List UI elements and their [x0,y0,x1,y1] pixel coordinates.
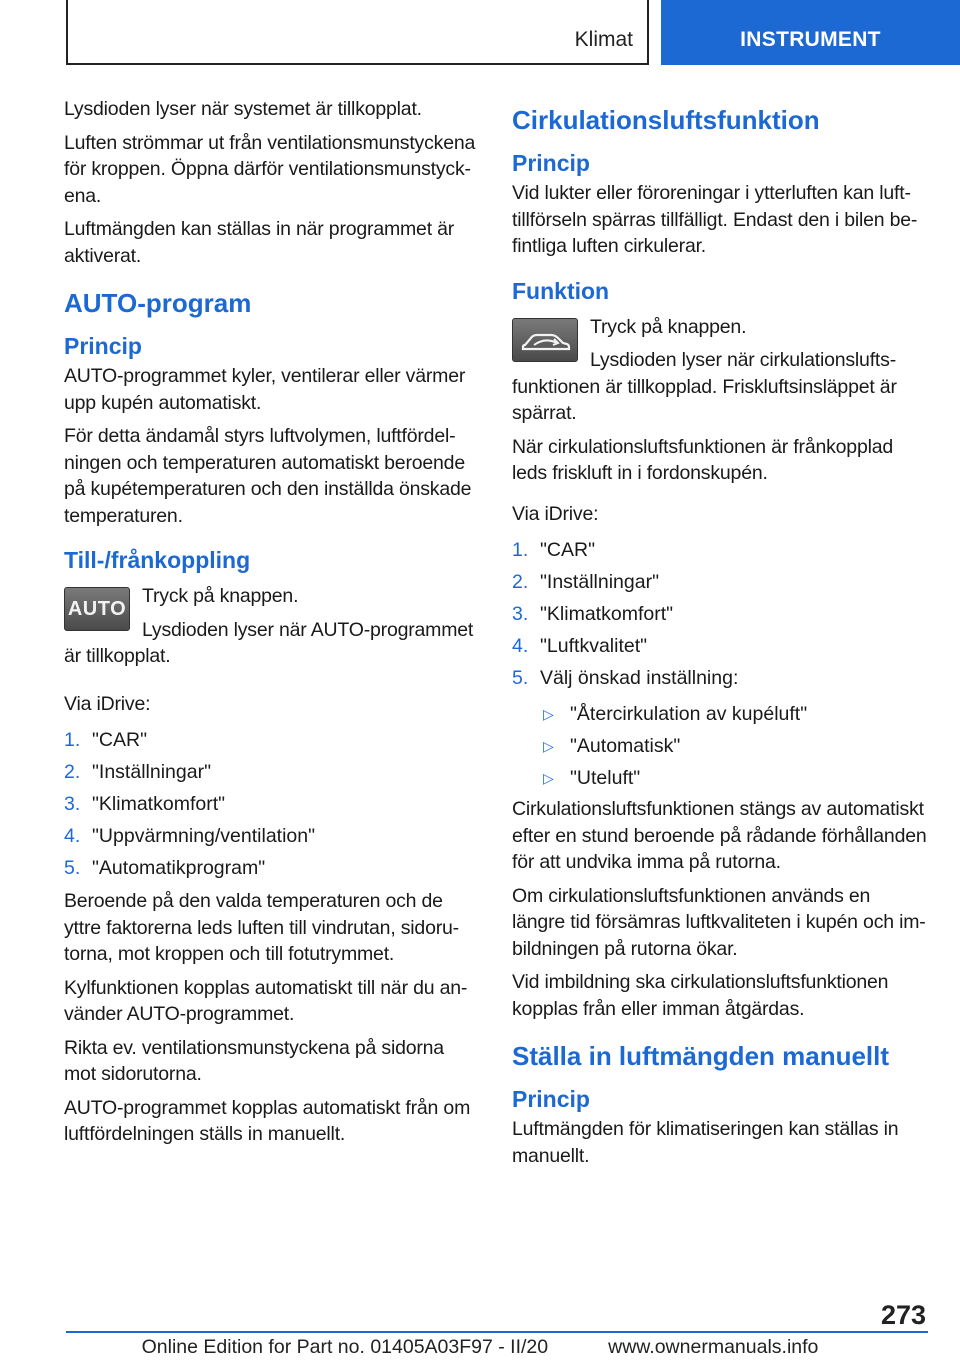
list-item [64,756,480,788]
step-text: "CAR" [540,539,596,561]
body-paragraph: Kylfunktionen kopplas automatiskt till när du använder AUTO-programmet. [64,976,468,1025]
step-number: 4. [64,825,81,847]
step-text: "Uppvärmning/ventilation" [92,825,316,847]
recirculation-heading: Cirkulationsluftsfunktion [512,105,820,135]
triangle-bullet-icon: ▷ [543,706,554,722]
step-number: 1. [64,729,81,751]
body-paragraph: Rikta ev. ventilationsmunstyckena på sidorna mot sidorutorna. [64,1036,444,1085]
option-text: "Automatisk" [570,735,681,757]
list-item [512,598,928,630]
funktion-heading: Funktion [512,277,610,304]
auto-button-instruction [64,583,480,677]
led-text: Lysdioden lyser när AUTO-programmet är tillkopplat. [64,618,474,667]
triangle-bullet-icon: ▷ [543,738,554,754]
step-number: 3. [64,793,81,815]
off-paragraph: När cirkulationsluftsfunktionen är frånkopplad leds friskluft in i fordonskupén. [512,435,894,484]
triangle-bullet-icon: ▷ [543,770,554,786]
auto-button-label: AUTO [67,597,127,620]
step-text: "Luftkvalitet" [540,635,648,657]
princip-heading: Princip [512,1086,590,1112]
step-number: 5. [512,667,529,689]
option-text: "Återcirkulation av kupéluft" [570,703,808,725]
left-column [64,96,480,1155]
step-text: "Klimatkomfort" [92,793,226,815]
recirculation-car-icon [512,318,578,362]
step-number: 3. [512,603,529,625]
list-item [540,698,928,730]
body-paragraph: Om cirkulationsluftsfunktionen används en längre tid försämras luftkvaliteten i kupén och imbildningen på rutorna ökar. [512,884,926,960]
footer-divider [66,1331,928,1333]
step-number: 5. [64,857,81,879]
body-paragraph: Vid imbildning ska cirkulationsluftsfunktionen kopplas från eller imman åtgärdas. [512,971,889,1020]
step-number: 1. [512,539,529,561]
right-column [512,96,928,1176]
body-paragraph: Cirkulationsluftsfunktionen stängs av automatiskt efter en stund beroende på rådande förhållanden för att undvika imma på rutorna. [512,798,927,873]
list-item [512,662,928,694]
press-button-text: Tryck på knappen. [142,585,299,607]
step-text: Välj önskad inställning: [540,667,739,689]
step-number: 4. [512,635,529,657]
step-text: "Inställningar" [540,571,659,593]
footer-edition [0,1336,960,1359]
page-number: 273 [880,1300,926,1330]
press-button-text: Tryck på knappen. [590,315,747,338]
via-idrive-label: Via iDrive: [64,692,151,715]
via-idrive-label: Via iDrive: [512,502,599,525]
recirc-button-instruction [512,314,928,434]
idrive-steps [64,724,480,884]
step-text: "Automatikprogram" [92,857,266,879]
list-item [64,788,480,820]
step-text: "CAR" [92,729,148,751]
list-item [512,534,928,566]
manual-airflow-heading: Ställa in luftmängden manuellt [512,1041,890,1071]
intro-paragraph: Luften strömmar ut från ventilationsmunstyckena för kroppen. Öppna därför ventilationsmunstyckena. [64,131,476,207]
edition-text: Online Edition for Part no. 01405A03F97 - II/20 [141,1336,549,1358]
intro-paragraph: Luftmängden kan ställas in när programmet är aktiverat. [64,218,455,267]
setting-options [540,698,928,794]
body-paragraph: Beroende på den valda temperaturen och de yttre faktorerna leds luften till vindrutan, sidorutorna, mot kroppen och till fotutrymmet. [64,890,460,965]
list-item [512,630,928,662]
princip-paragraph: AUTO-programmet kyler, ventilerar eller värmer upp kupén automatiskt. [64,365,466,414]
intro-paragraph: Lysdioden lyser när systemet är tillkopplat. [64,98,422,120]
section-title: Klimat [574,28,633,51]
list-item [64,724,480,756]
list-item [64,820,480,852]
auto-program-heading: AUTO-program [64,288,252,318]
body-paragraph: AUTO-programmet kopplas automatiskt från om luftfördelningen ställs in manuellt. [64,1096,471,1145]
step-number: 2. [512,571,529,593]
chapter-label: INSTRUMENT [740,28,881,51]
list-item [540,730,928,762]
idrive-steps [512,534,928,694]
toggle-heading: Till-/frånkoppling [64,547,251,573]
led-text: Lysdioden lyser när cirkulationsluftsfunktionen är tillkopplad. Friskluftsinsläppet är spärrat. [512,349,897,424]
list-item [64,852,480,884]
step-text: "Klimatkomfort" [540,603,674,625]
princip-heading: Princip [512,150,590,176]
list-item [512,566,928,598]
page-header [0,0,960,66]
list-item [540,762,928,794]
princip-heading: Princip [64,333,142,359]
step-text: "Inställningar" [92,761,211,783]
step-number: 2. [64,761,81,783]
princip-paragraph: Vid lukter eller föroreningar i ytterluften kan lufttillförseln spärras tillfälligt. Endast den i bilen befintliga luften cirkulerar. [512,182,918,257]
auto-button-icon [64,587,130,631]
chapter-tab [661,0,960,65]
watermark-text: www.ownermanuals.info [608,1336,819,1358]
princip-paragraph: För detta ändamål styrs luftvolymen, luftfördelningen och temperaturen automatiskt beroende på kupétemperaturen och den inställda önskade temperaturen. [64,425,472,527]
princip-paragraph: Luftmängden för klimatiseringen kan ställas in manuellt. [512,1118,899,1167]
section-tab [66,0,649,65]
option-text: "Uteluft" [570,767,641,789]
